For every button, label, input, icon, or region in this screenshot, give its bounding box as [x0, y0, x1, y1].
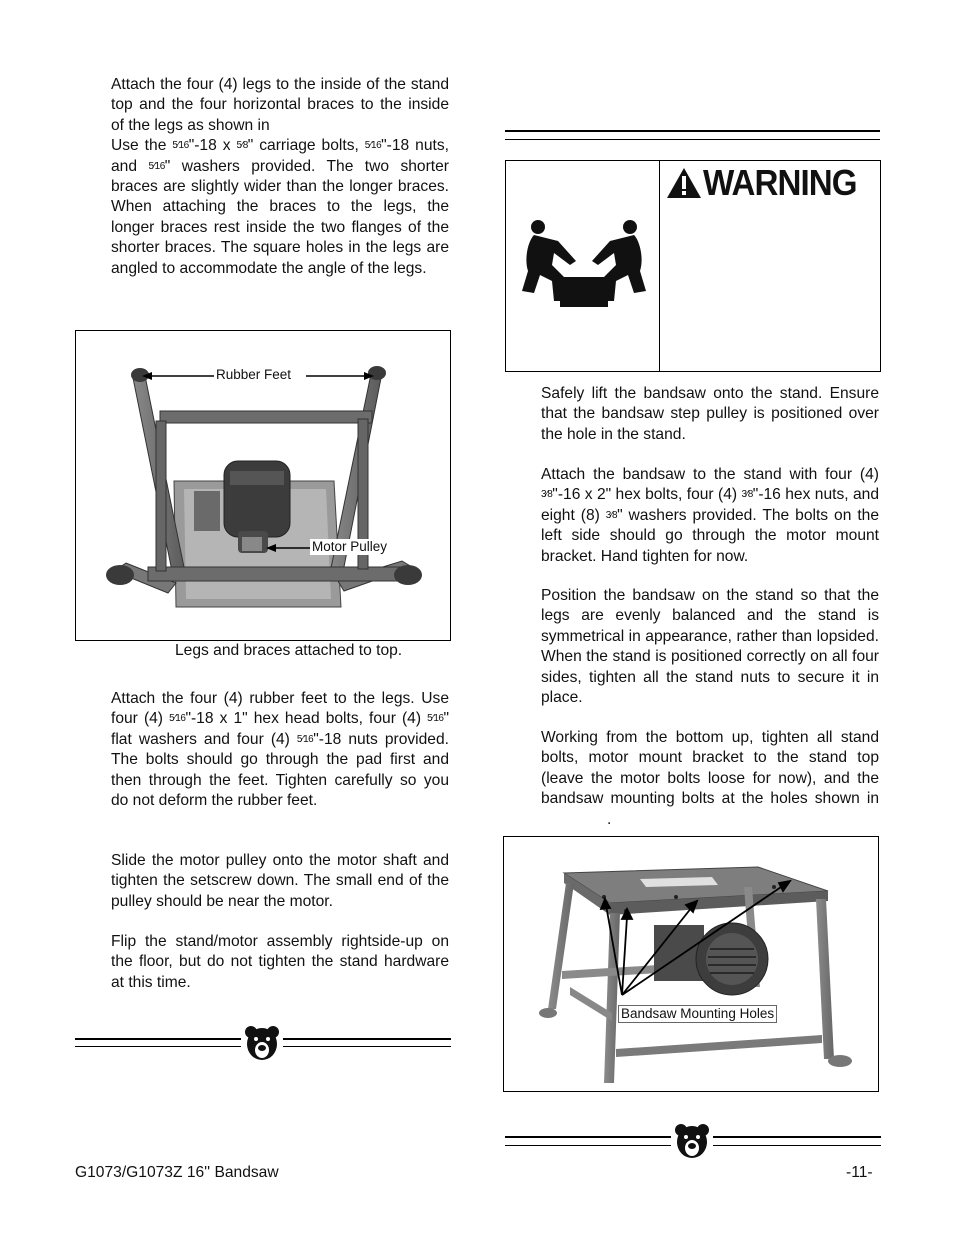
step-attach-part: Attach the bandsaw to the stand with four (4): [541, 466, 879, 483]
warning-box: [505, 160, 881, 372]
fraction: 5⁄8: [236, 140, 248, 152]
fraction: 5⁄16: [148, 160, 165, 172]
step-feet-part: "-18 x 1" hex head bolts, four (4): [185, 710, 428, 728]
step-position-text: Position the bandsaw on the stand so that the legs are evenly balanced and the stand is symmetrical in appearance, rather than lopsided. When the stand is positioned correctly on all four sides, tighten all the stand nuts to secure it in place.: [541, 587, 879, 707]
figure-legs-braces: [75, 330, 451, 641]
divider-right-thin: [713, 1145, 881, 1146]
step-tighten-body: Working from the bottom up, tighten all stand bolts, motor mount bracket to the stand top (leave the motor bolts loose for now), and the bandsaw mounting bolts at the holes shown in: [541, 729, 879, 808]
step-tighten-end: .: [607, 810, 612, 828]
footer-page-number: -11-: [846, 1164, 873, 1181]
label-bandsaw-mounting-holes: Bandsaw Mounting Holes: [618, 1005, 777, 1023]
divider-left-thick: [75, 1038, 241, 1040]
step-pulley-text: Slide the motor pulley onto the motor shaft and tighten the setscrew down. The small end of the pulley should be near the motor.: [111, 852, 449, 910]
fraction: 5⁄16: [427, 713, 444, 725]
footer-model: G1073/G1073Z 16'' Bandsaw: [75, 1164, 279, 1181]
step-legs-part: Use the: [111, 137, 173, 155]
step-attach-part: "-16 hex nuts, and eight (8): [541, 486, 880, 524]
stand-photo: [504, 837, 878, 1091]
divider-left-thick: [283, 1038, 451, 1040]
step-lift-text: Safely lift the bandsaw onto the stand. Ensure that the bandsaw step pulley is positioned over the hole in the stand.: [541, 385, 879, 443]
divider-right-thick: [505, 1136, 671, 1138]
bear-logo-icon: [242, 1024, 282, 1062]
warning-title: WARNING: [703, 162, 857, 203]
step-attach-text: [541, 465, 879, 567]
divider-right-thick: [713, 1136, 881, 1138]
fraction: 5⁄16: [169, 713, 186, 725]
two-person-lift-icon: [514, 219, 654, 319]
figure-mounting-holes: [503, 836, 879, 1092]
label-motor-pulley: Motor Pulley: [312, 539, 388, 554]
step-feet-part: Attach the four (4) rubber feet to the legs. Use four (4): [111, 690, 449, 728]
label-rubber-feet: Rubber Feet: [216, 367, 292, 382]
step-flip-text: Flip the stand/motor assembly rightside-up on the floor, but do not tighten the stand hardware at this time.: [111, 933, 449, 991]
warning-icon-panel: [506, 161, 660, 371]
divider-right-top: [505, 130, 880, 132]
divider-right-top-thin: [505, 139, 880, 140]
fraction: 5⁄16: [296, 733, 314, 745]
divider-left-thin: [75, 1046, 241, 1047]
fraction: 5⁄16: [172, 140, 189, 152]
step-legs-part: "-18 nuts, and: [111, 137, 449, 175]
step-legs-line1: Attach the four (4) legs to the inside of the stand top and the four horizontal braces to the inside of the legs as shown in: [111, 76, 449, 134]
step-attach-part: " washers provided. The bolts on the left side should go through the motor mount bracket. Hand tighten for now.: [541, 506, 880, 565]
divider-right-thin: [505, 1145, 671, 1146]
step-feet-part: "-18 nuts provided. The bolts should go through the pad first and then through the feet. Tighten carefully so you do not deform the rubber feet.: [111, 730, 449, 810]
step-feet-part: " flat washers and four (4): [111, 710, 450, 748]
step-legs-text: [111, 75, 449, 279]
step-tighten-text: [541, 728, 879, 830]
figure1-caption: Legs and braces attached to top.: [175, 642, 403, 659]
fraction: 5⁄16: [364, 140, 382, 152]
divider-left-thin: [283, 1046, 451, 1047]
fraction: 3⁄8: [741, 489, 753, 501]
step-legs-part: " washers provided. The two shorter braces are slightly wider than the longer braces. When attaching the braces to the legs, the longer braces rest inside the two flanges of the shorter braces. The square holes in the legs are angled to accommodate the angle of the legs.: [111, 157, 449, 277]
step-feet-text: [111, 689, 449, 811]
warning-triangle-icon: [666, 167, 702, 199]
bear-logo-icon: [672, 1122, 712, 1160]
step-attach-part: "-16 x 2" hex bolts, four (4): [552, 486, 742, 504]
fraction: 3⁄8: [605, 509, 618, 521]
fraction: 3⁄8: [541, 489, 553, 501]
step-legs-part: "-18 x: [188, 137, 237, 155]
step-legs-part: " carriage bolts,: [247, 137, 365, 155]
